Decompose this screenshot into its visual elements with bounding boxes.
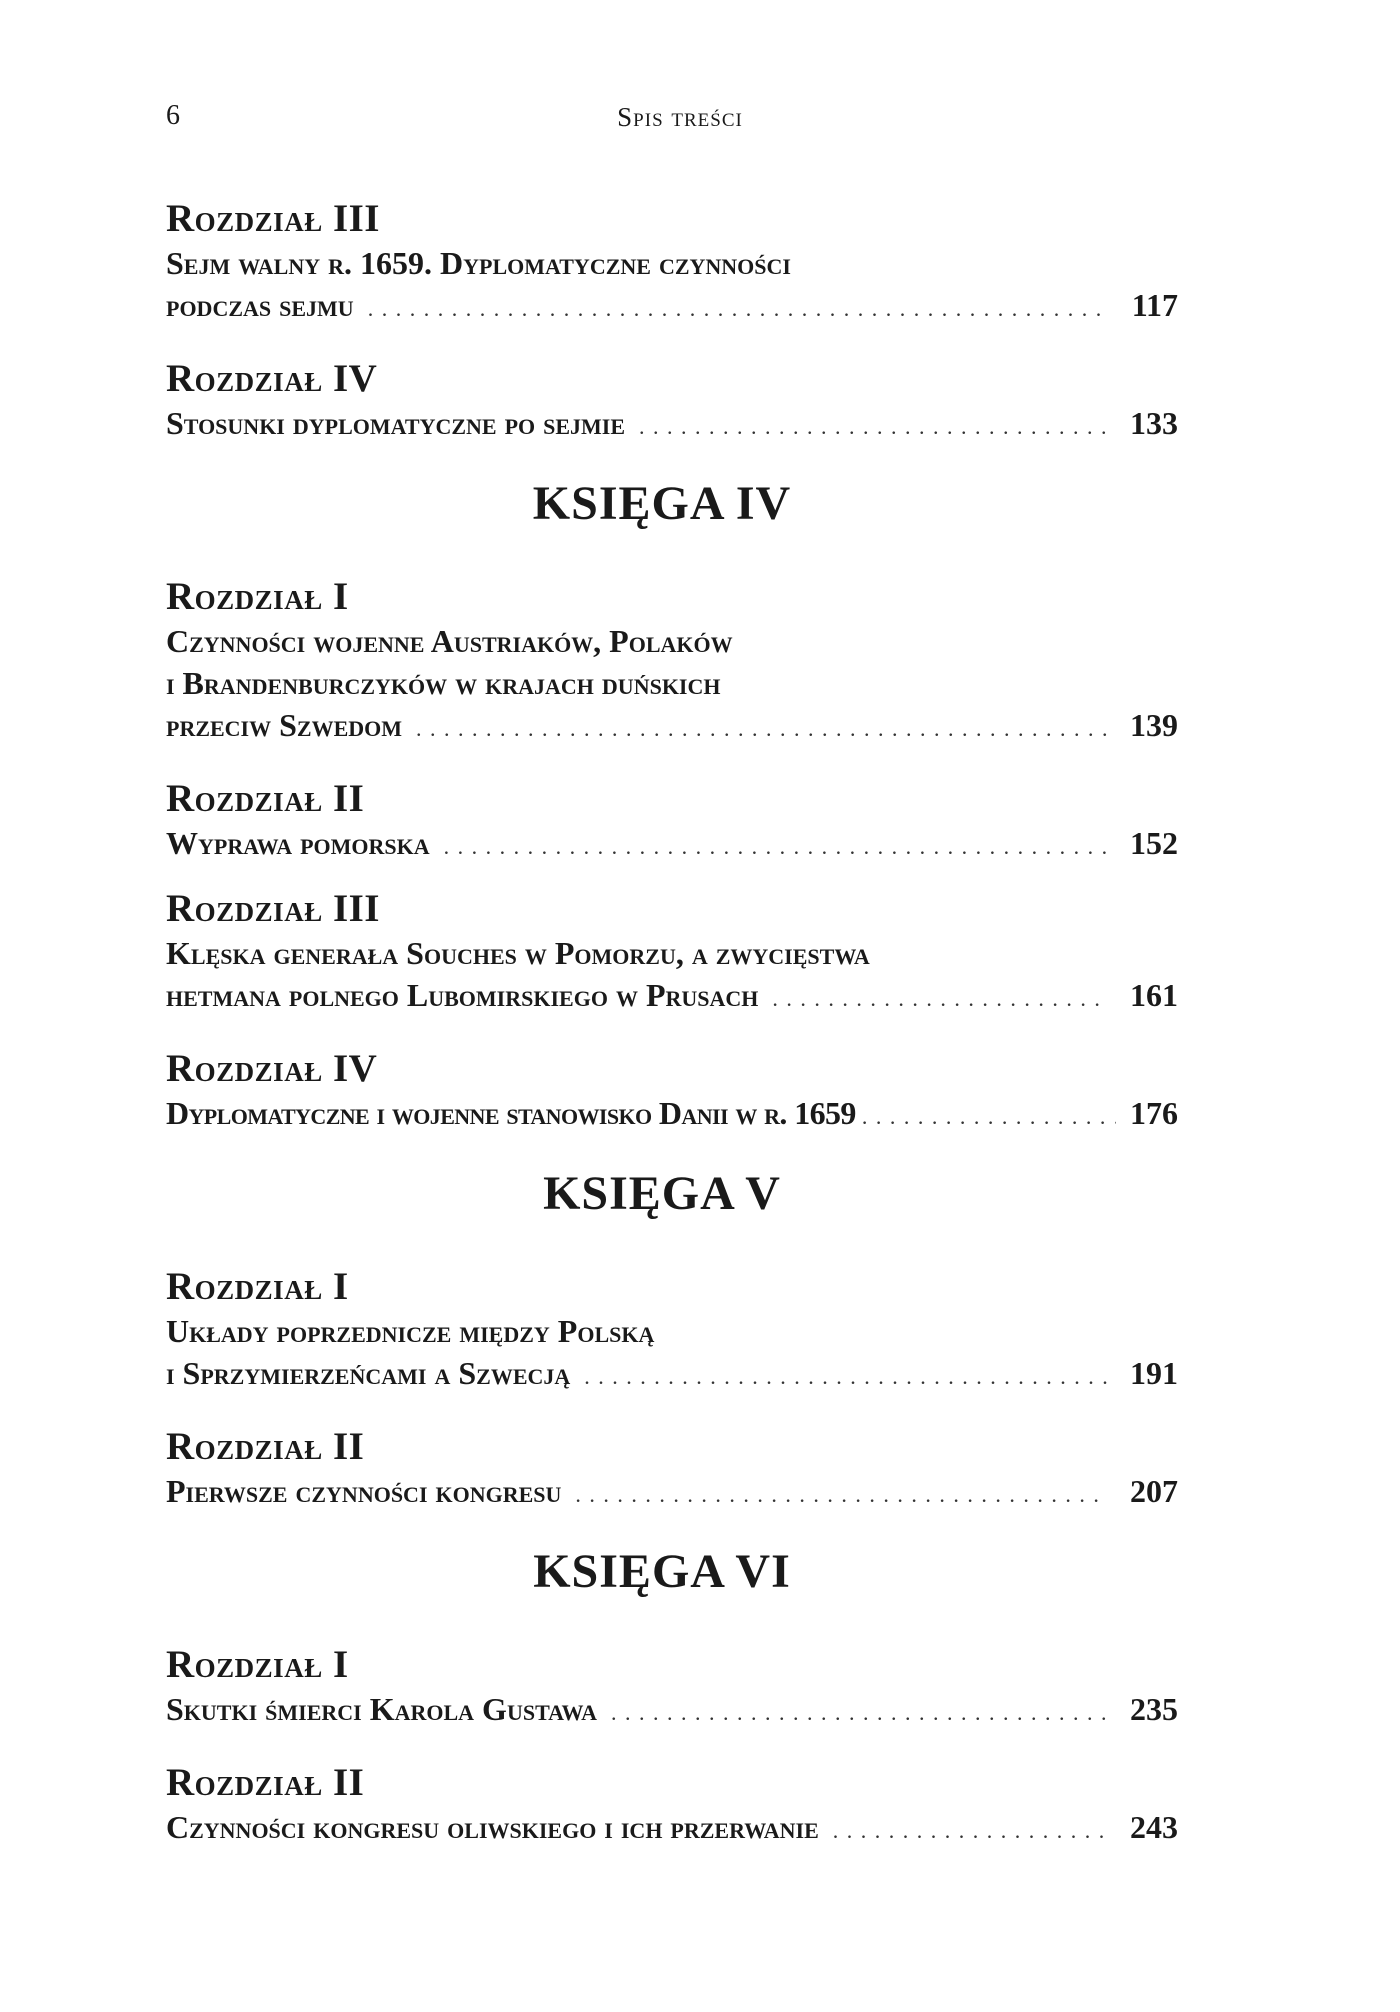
chapter-title-last-line	[166, 1688, 1178, 1734]
running-head: Spis treści	[617, 102, 743, 132]
toc-entry[interactable]	[166, 356, 1178, 448]
toc-entry[interactable]	[166, 574, 1178, 750]
chapter-label: Rozdział IV	[166, 357, 378, 400]
page-ref: 207	[1130, 1473, 1178, 1509]
chapter-title-text: Dyplomatyczne i wojenne stanowisko Danii w r. 1659	[166, 1095, 856, 1131]
chapter-label: Rozdział III	[166, 197, 380, 240]
dot-leader	[611, 1692, 1108, 1734]
toc-entry[interactable]	[166, 1046, 1178, 1138]
dot-leader	[833, 1810, 1108, 1852]
toc-entry[interactable]	[166, 1760, 1178, 1852]
dot-leader	[416, 708, 1108, 750]
toc-entry[interactable]	[166, 1264, 1178, 1398]
chapter-label: Rozdział I	[166, 1643, 349, 1686]
chapter-title-text: Czynności kongresu oliwskiego i ich przerwanie	[166, 1809, 819, 1845]
table-of-contents	[166, 196, 1178, 1878]
chapter-label: Rozdział I	[166, 1265, 349, 1308]
chapter-label: Rozdział II	[166, 1761, 365, 1804]
page-number: 6	[166, 100, 180, 131]
chapter-title-last-line	[166, 704, 1178, 750]
book-heading: KSIĘGA IV	[532, 477, 792, 530]
chapter-title-last-line	[166, 974, 1178, 1020]
page-ref: 139	[1130, 707, 1178, 743]
page-ref: 152	[1130, 825, 1178, 861]
chapter-title-last-line	[166, 822, 1178, 868]
chapter-title-text: Pierwsze czynności kongresu	[166, 1473, 562, 1509]
dot-leader	[639, 406, 1108, 448]
dot-leader	[584, 1356, 1108, 1398]
chapter-title-last-line	[166, 1092, 1178, 1138]
book-heading: KSIĘGA V	[543, 1167, 781, 1220]
chapter-title-text: Stosunki dyplomatyczne po sejmie	[166, 405, 626, 441]
chapter-title-line: Czynności wojenne Austriaków, Polaków	[166, 623, 733, 659]
chapter-title-text: Skutki śmierci Karola Gustawa	[166, 1691, 598, 1727]
chapter-title-last-line	[166, 1470, 1178, 1516]
chapter-label: Rozdział III	[166, 887, 380, 930]
chapter-title-last-line	[166, 402, 1178, 448]
chapter-title-last-line	[166, 284, 1178, 330]
page-ref: 235	[1130, 1691, 1178, 1727]
toc-entry[interactable]	[166, 1424, 1178, 1516]
chapter-title-line: Sejm walny r. 1659. Dyplomatyczne czynności	[166, 245, 791, 281]
dot-leader	[444, 826, 1108, 868]
page-ref: 191	[1130, 1355, 1178, 1391]
page-ref: 176	[1130, 1095, 1178, 1131]
chapter-label: Rozdział I	[166, 575, 349, 618]
page-ref: 161	[1130, 977, 1178, 1013]
chapter-label: Rozdział IV	[166, 1047, 378, 1090]
chapter-title-text: hetmana polnego Lubomirskiego w Prusach	[166, 977, 759, 1013]
chapter-title-last-line	[166, 1352, 1178, 1398]
toc-entry[interactable]	[166, 196, 1178, 330]
dot-leader	[575, 1474, 1108, 1516]
book-heading: KSIĘGA VI	[533, 1545, 791, 1598]
chapter-title-last-line	[166, 1806, 1178, 1852]
dot-leader	[862, 1096, 1116, 1138]
toc-entry[interactable]	[166, 776, 1178, 868]
dot-leader	[772, 978, 1108, 1020]
page-ref: 117	[1131, 287, 1178, 323]
toc-entry[interactable]	[166, 886, 1178, 1020]
chapter-title-text: przeciw Szwedom	[166, 707, 403, 743]
dot-leader	[368, 288, 1108, 330]
chapter-title-line: Klęska generała Souches w Pomorzu, a zwycięstwa	[166, 935, 870, 971]
chapter-label: Rozdział II	[166, 1425, 365, 1468]
toc-entry[interactable]	[166, 1642, 1178, 1734]
chapter-title-line: Układy poprzednicze między Polską	[166, 1313, 655, 1349]
page-ref: 133	[1130, 405, 1178, 441]
chapter-title-line: i Brandenburczyków w krajach duńskich	[166, 665, 721, 701]
chapter-title-text: podczas sejmu	[166, 287, 354, 323]
chapter-title-text: i Sprzymierzeńcami a Szwecją	[166, 1355, 571, 1391]
chapter-label: Rozdział II	[166, 777, 365, 820]
chapter-title-text: Wyprawa pomorska	[166, 825, 430, 861]
page-ref: 243	[1130, 1809, 1178, 1845]
